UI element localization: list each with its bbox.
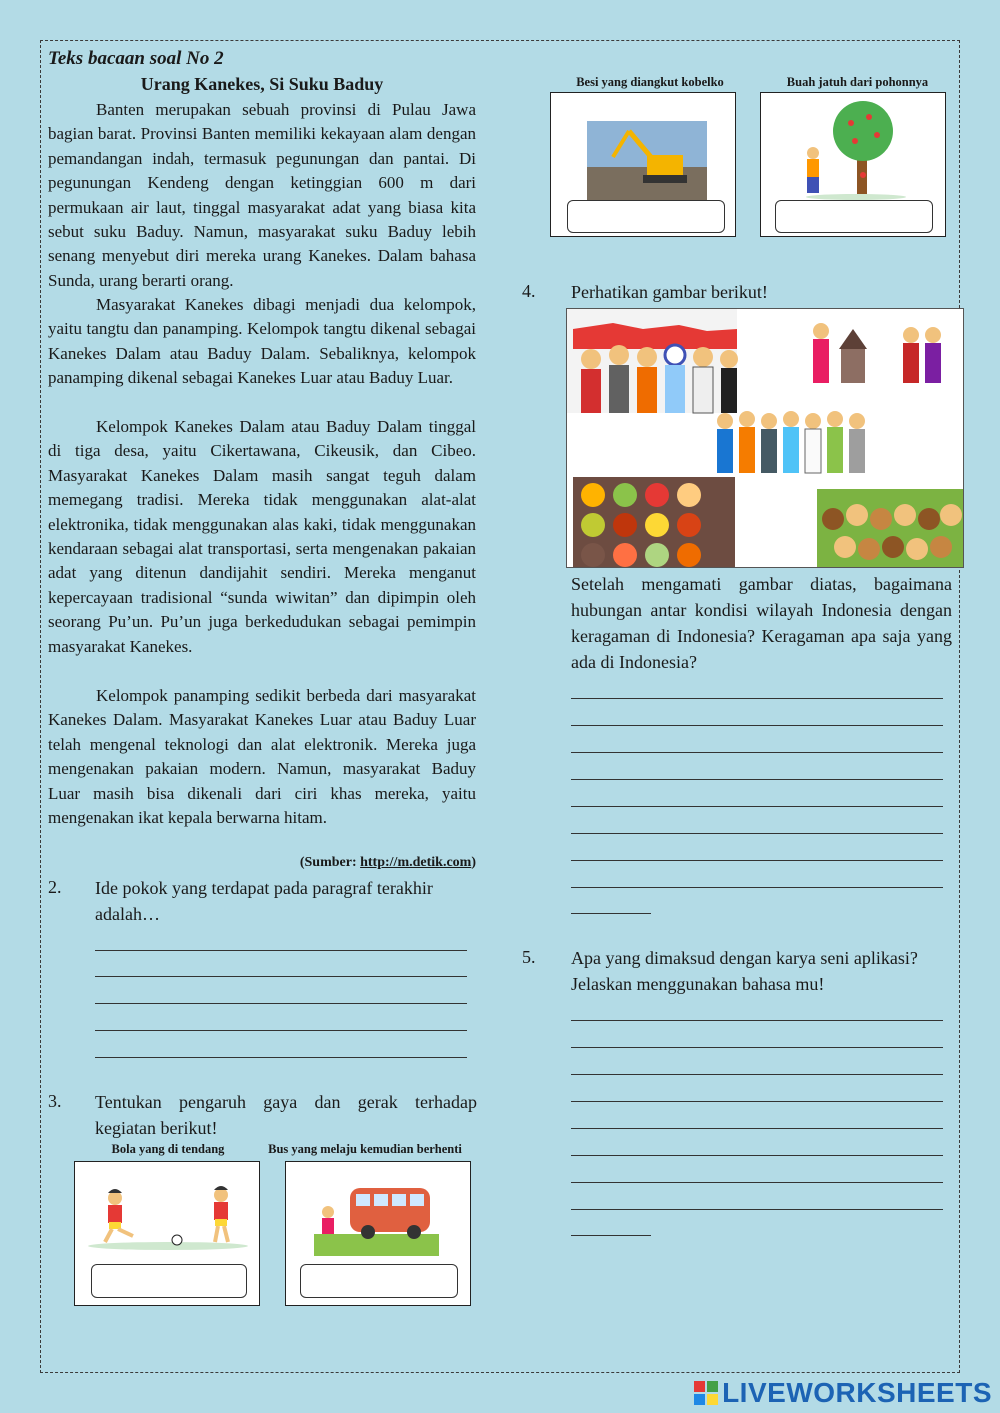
q2-answer-line[interactable] xyxy=(95,950,467,951)
q4-text: Perhatikan gambar berikut! xyxy=(571,282,768,302)
source-link[interactable]: http://m.detik.com xyxy=(360,855,472,870)
bus-card xyxy=(285,1161,471,1306)
q3-item-caption: Besi yang diangkut kobelko xyxy=(576,75,724,89)
q3-number: 3. xyxy=(48,1091,62,1111)
q2-number: 2. xyxy=(48,877,62,897)
paragraph-1: Banten merupakan sebuah provinsi di Pulau Jawa bagian barat. Provinsi Banten memiliki kekayaan alam dengan pemandangan indah, termasuk pegunungan dan pantai. Di pegunungan Kendeng dengan ketinggian 600 m dari permukaan air laut, tinggal masyarakat adat yang biasa kita sebut suku Baduy. Namun, masyarakat suku Baduy lebih senang menyebut diri mereka urang Kanekes. Dalam bahasa Sunda, urang berarti orang. xyxy=(48,100,476,290)
q5-answer-line[interactable] xyxy=(571,1020,943,1021)
q3-item-caption: Bus yang melaju kemudian berhenti xyxy=(268,1142,462,1156)
q2-answer-line[interactable] xyxy=(95,1030,467,1031)
q4-answer-line[interactable] xyxy=(571,779,943,780)
q2-answer-line[interactable] xyxy=(95,1003,467,1004)
paragraph-3: Kelompok Kanekes Dalam atau Baduy Dalam tinggal di tiga desa, yaitu Cikertawana, Cikeusik, dan Cibeo. Masyarakat Kanekes Dalam masih sangat teguh dalam memegang tradisi. Mereka tidak menggunakan alat-alat elektronika, tidak menggunakan alas kaki, tidak menggunakan kendaraan sebagai alat transportasi, serta mengenakan pakaian adat yang ditenun dandijahit sendiri. Mereka menganut kepercayaan tradisional “sunda wiwitan” dan dipimpin oleh seorang Pu’un. Pu’un juga berkedudukan sebagai pemimpin masyarakat Kanekes. xyxy=(48,417,476,656)
q5-answer-line[interactable] xyxy=(571,1235,651,1236)
q3-answer-box-kick[interactable] xyxy=(91,1264,247,1298)
q4-answer-line[interactable] xyxy=(571,860,943,861)
paragraph-4: Kelompok panamping sedikit berbeda dari masyarakat Kanekes Dalam. Masyarakat Kanekes Luar atau Baduy Luar telah mengenal teknologi dan alat elektronik. Mereka juga mengenakan pakaian modern. Namun, masyarakat Baduy Luar masih bisa dikenali dari ciri khas mereka, yaitu mengenakan ikat kepala berwarna hitam. xyxy=(48,686,476,828)
fruit-tree-illustration xyxy=(761,93,947,203)
q4-answer-line[interactable] xyxy=(571,913,651,914)
paragraph-2: Masyarakat Kanekes dibagi menjadi dua kelompok, yaitu tangtu dan panamping. Kelompok tangtu dikenal sebagai Kanekes Dalam atau Baduy Dalam. Sebaliknya, kelompok panamping dikenal sebagai Kanekes Luar atau Baduy Luar. xyxy=(48,295,476,388)
liveworksheets-logo xyxy=(694,1377,992,1409)
q5-answer-line[interactable] xyxy=(571,1128,943,1129)
liveworksheets-icon xyxy=(694,1381,718,1405)
excavator-card xyxy=(550,92,736,237)
diversity-collage xyxy=(566,308,964,568)
q3-answer-box-bus[interactable] xyxy=(300,1264,458,1298)
q4-answer-line[interactable] xyxy=(571,887,943,888)
indonesia-diversity-collage xyxy=(567,309,964,568)
q5-number: 5. xyxy=(522,947,536,967)
brand-name: LIVEWORKSHEETS xyxy=(722,1377,992,1408)
q5-answer-line[interactable] xyxy=(571,1209,943,1210)
reading-heading: Teks bacaan soal No 2 xyxy=(48,48,224,69)
q5-answer-line[interactable] xyxy=(571,1101,943,1102)
q3-answer-box-fruit[interactable] xyxy=(775,200,933,233)
q4-answer-line[interactable] xyxy=(571,725,943,726)
q4-answer-line[interactable] xyxy=(571,833,943,834)
q3-item-caption: Bola yang di tendang xyxy=(111,1142,225,1156)
q2-text: Ide pokok yang terdapat pada paragraf terakhir adalah… xyxy=(95,878,433,924)
q3-item-caption: Buah jatuh dari pohonnya xyxy=(786,75,929,89)
excavator-photo xyxy=(551,93,737,203)
q5-answer-line[interactable] xyxy=(571,1155,943,1156)
q5-answer-line[interactable] xyxy=(571,1074,943,1075)
q3-answer-box-excavator[interactable] xyxy=(567,200,725,233)
story-title: Urang Kanekes, Si Suku Baduy xyxy=(140,74,384,94)
q4-answer-line[interactable] xyxy=(571,806,943,807)
q2-answer-line[interactable] xyxy=(95,1057,467,1058)
q5-answer-line[interactable] xyxy=(571,1047,943,1048)
q5-answer-line[interactable] xyxy=(571,1182,943,1183)
source-citation: (Sumber: http://m.detik.com) xyxy=(299,855,476,870)
q3-text: Tentukan pengaruh gaya dan gerak terhadap kegiatan berikut! xyxy=(95,1092,477,1138)
q5-text: Apa yang dimaksud dengan karya seni aplikasi? Jelaskan menggunakan bahasa mu! xyxy=(571,948,918,994)
kids-kicking-ball-illustration xyxy=(75,1162,261,1262)
q4-answer-line[interactable] xyxy=(571,752,943,753)
q4-answer-line[interactable] xyxy=(571,698,943,699)
bus-illustration xyxy=(286,1162,472,1262)
q4-question: Setelah mengamati gambar diatas, bagaimana hubungan antar kondisi wilayah Indonesia dengan keragaman di Indonesia? Keragaman apa saja yang ada di Indonesia? xyxy=(571,574,952,672)
kick-ball-card xyxy=(74,1161,260,1306)
q2-answer-line[interactable] xyxy=(95,976,467,977)
fruit-tree-card xyxy=(760,92,946,237)
q4-number: 4. xyxy=(522,281,536,301)
